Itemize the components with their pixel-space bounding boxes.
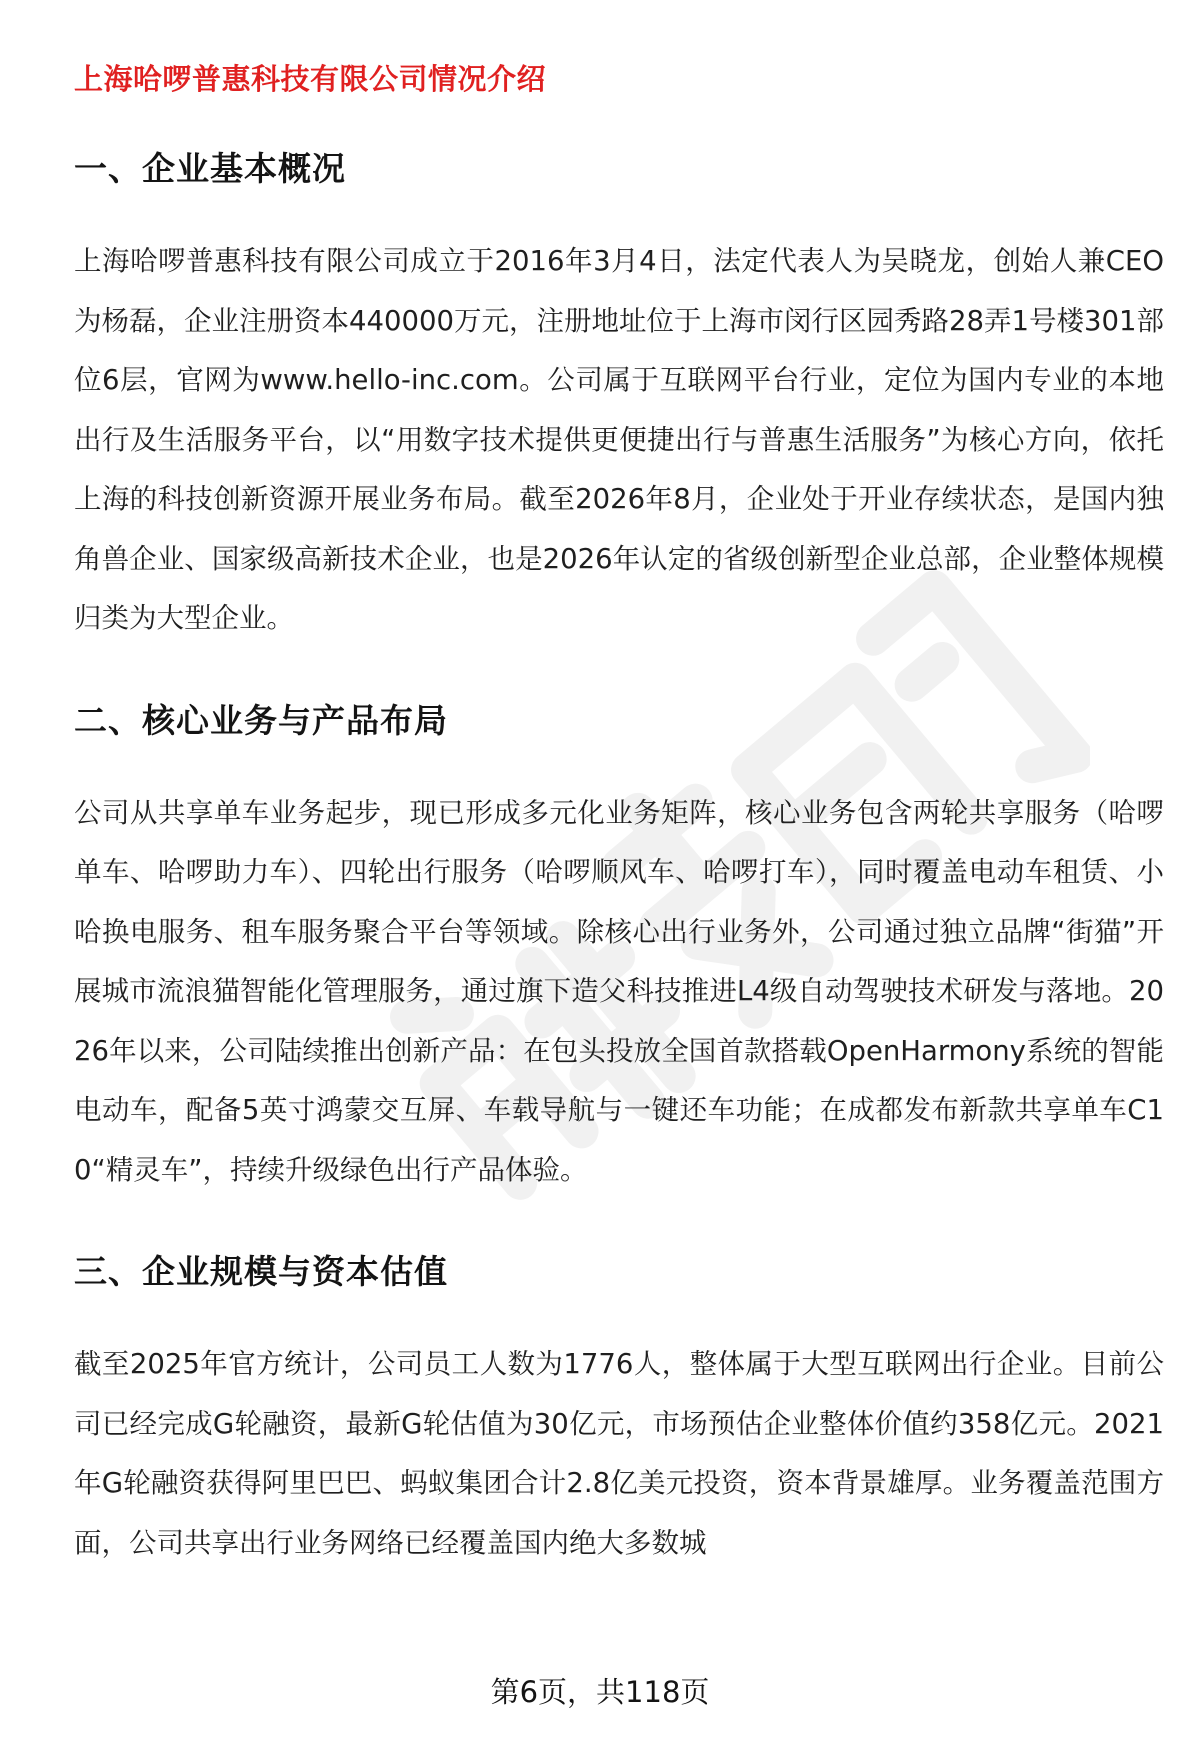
section-basic-overview bbox=[74, 147, 1164, 649]
section-scale-valuation bbox=[74, 1250, 1164, 1573]
page-number-indicator: 第6页，共118页 bbox=[490, 1675, 710, 1709]
section-heading-basic-overview: 一、企业基本概况 bbox=[74, 149, 346, 188]
section-core-business bbox=[74, 699, 1164, 1201]
section-body-scale-valuation: 截至2025年官方统计，公司员工人数为1776人，整体属于大型互联网出行企业。目前公司已经完成G轮融资，最新G轮估值为30亿元，市场预估企业整体价值约358亿元。2021年G轮融资获得阿里巴巴、蚂蚁集团合计2.8亿美元投资，资本背景雄厚。业务覆盖范围方面，公司共享出行业务网络已经覆盖国内绝大多数城 bbox=[74, 1348, 1164, 1559]
section-body-basic-overview: 上海哈啰普惠科技有限公司成立于2016年3月4日，法定代表人为吴晓龙，创始人兼CEO为杨磊，企业注册资本440000万元，注册地址位于上海市闵行区园秀路28弄1号楼301部位6层，官网为www.hello-inc.com。公司属于互联网平台行业，定位为国内专业的本地出行及生活服务平台，以“用数字技术提供更便捷出行与普惠生活服务”为核心方向，依托上海的科技创新资源开展业务布局。截至2026年8月，企业处于开业存续状态，是国内独角兽企业、国家级高新技术企业，也是2026年认定的省级创新型企业总部，企业整体规模归类为大型企业。 bbox=[74, 245, 1164, 634]
section-heading-core-business: 二、核心业务与产品布局 bbox=[74, 700, 448, 740]
section-body-core-business: 公司从共享单车业务起步，现已形成多元化业务矩阵，核心业务包含两轮共享服务（哈啰单车、哈啰助力车）、四轮出行服务（哈啰顺风车、哈啰打车），同时覆盖电动车租赁、小哈换电服务、租车服务聚合平台等领域。除核心出行业务外，公司通过独立品牌“街猫”开展城市流浪猫智能化管理服务，通过旗下造父科技推进L4级自动驾驶技术研发与落地。2026年以来，公司陆续推出创新产品：在包头投放全国首款搭载OpenHarmony系统的智能电动车，配备5英寸鸿蒙交互屏、车载导航与一键还车功能；在成都发布新款共享单车C10“精灵车”，持续升级绿色出行产品体验。 bbox=[74, 796, 1164, 1186]
document-page bbox=[74, 58, 1164, 1573]
section-heading-scale-valuation: 三、企业规模与资本估值 bbox=[74, 1252, 448, 1291]
document-title: 上海哈啰普惠科技有限公司情况介绍 bbox=[74, 62, 547, 96]
